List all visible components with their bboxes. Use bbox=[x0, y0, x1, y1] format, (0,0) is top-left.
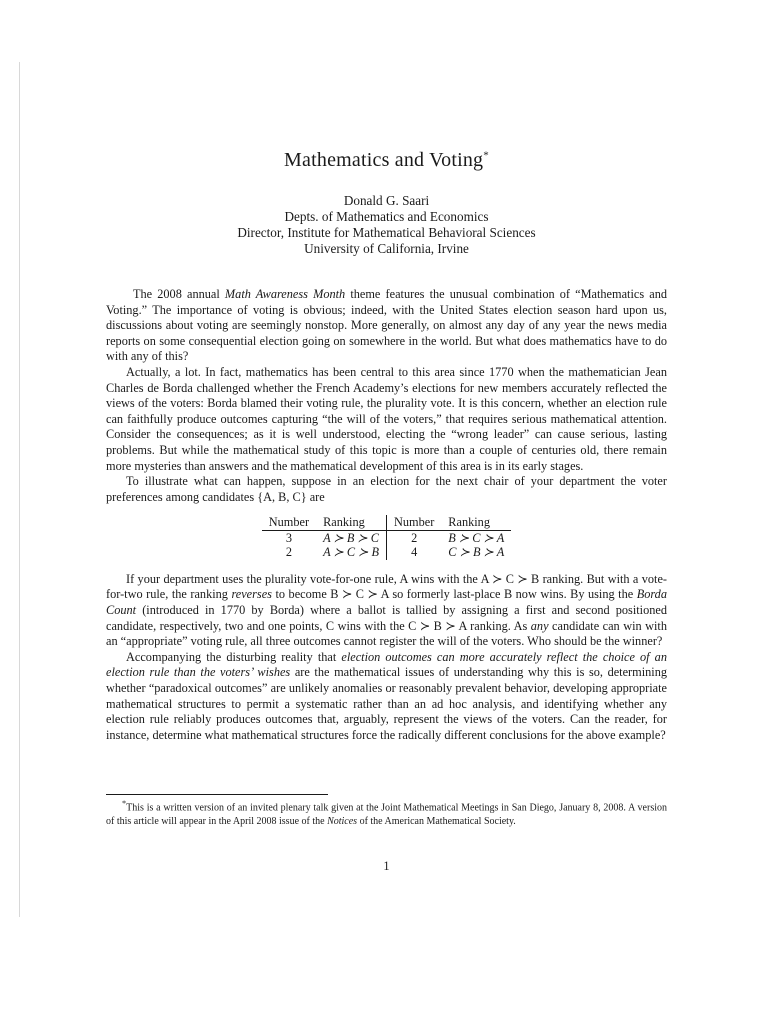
title-footnote-mark: * bbox=[483, 149, 489, 162]
preference-table-wrapper bbox=[106, 515, 667, 560]
paragraph-example-intro: To illustrate what can happen, suppose in an election for the next chair of your department the voter preferences among candidates {A, B, C} are bbox=[106, 474, 667, 504]
page-number: 1 bbox=[383, 859, 390, 873]
table-cell: 2 bbox=[411, 530, 418, 545]
header-ranking-right: Ranking bbox=[441, 515, 511, 530]
table-row bbox=[262, 545, 511, 560]
table-cell: C ≻ B ≻ A bbox=[448, 545, 505, 560]
footnote-mark: * bbox=[122, 799, 127, 808]
affiliation-institute: Director, Institute for Mathematical Behavioral Sciences bbox=[237, 225, 536, 240]
body-text bbox=[106, 287, 667, 743]
affiliation-departments: Depts. of Mathematics and Economics bbox=[284, 209, 489, 224]
table-header-row bbox=[262, 515, 511, 530]
affiliation-university: University of California, Irvine bbox=[304, 241, 469, 256]
margin-line bbox=[19, 62, 20, 917]
author-name: Donald G. Saari bbox=[343, 193, 430, 208]
table-cell: 3 bbox=[285, 530, 292, 545]
preference-table bbox=[262, 515, 511, 560]
table-cell: B ≻ C ≻ A bbox=[448, 530, 505, 545]
header-ranking-left: Ranking bbox=[316, 515, 386, 530]
paragraph-history: Actually, a lot. In fact, mathematics has been central to this area since 1770 when the mathematician Jean Charles de Borda challenged whether the French Academy’s elections for new members accurately reflected the views of the voters: Borda blamed their voting rule, the plurality vote. It is this concern, whether an election rule can faithfully produce outcomes capturing “the will of the voters,” that requires serious mathematical attention. Consider the consequences; as it is well understood, electing the “wrong leader” can cause serious, lasting problems. But while the mathematical study of this topic is more than a couple of centuries old, there remain more mysteries than answers and the mathematical development of this area is in its early stages. bbox=[106, 364, 667, 473]
table-row bbox=[262, 530, 511, 545]
table-cell: A ≻ B ≻ C bbox=[316, 530, 386, 545]
paragraph-voting-rules: If your department uses the plurality vote-for-one rule, A wins with the A ≻ C ≻ B ranking. But with a vote-for-two rule, the ranking reverses to become B ≻ C ≻ A so formerly last-place B now wins. By using the Borda Count (introduced in 1770 by Borda) where a ballot is tallied by assigning a first and second positioned candidate, respectively, two and one points, C wins with the C ≻ B ≻ A ranking. As any candidate can win with an “appropriate” voting rule, all three outcomes cannot register the will of the voters. Who should be the winner? bbox=[106, 571, 667, 649]
table-cell: A ≻ C ≻ B bbox=[316, 545, 386, 560]
paper-title: Mathematics and Voting* bbox=[284, 149, 489, 171]
table-cell: 2 bbox=[285, 545, 292, 560]
author-block bbox=[106, 193, 667, 257]
paragraph-issues: Accompanying the disturbing reality that election outcomes can more accurately reflect the choice of an election rule than the voters’ wishes are the mathematical issues of understanding why this is so, determining whether “paradoxical outcomes” are unlikely anomalies or reasonably prevalent behavior, developing appropriate mathematical structures to permit a systematic rather than an ad hoc analysis, and identifying whether any election rule reliably produces outcomes that, arguably, represent the views of the voters. Can the reader, for instance, determine what mathematical structures force the radically different conclusions for the above example? bbox=[106, 649, 667, 742]
table-cell: 4 bbox=[411, 545, 418, 560]
paragraph-intro: The 2008 annual Math Awareness Month theme features the unusual combination of “Mathematics and Voting.” The importance of voting is obvious; indeed, with the United States election season hard upon us, discussions about voting are seemingly nonstop. More generally, on almost any day of any year the news media reports on some consequential election going on somewhere in the world. But what does mathematics have to do with any of this? bbox=[106, 287, 668, 364]
header-number-left: Number bbox=[262, 515, 316, 530]
header-number-right: Number bbox=[387, 515, 442, 530]
footnote: *This is a written version of an invited plenary talk given at the Joint Mathematical Meetings in San Diego, January 8, 2008. A version of this article will appear in the April 2008 issue of the Notices of the American Mathematical Society. bbox=[106, 799, 667, 827]
footnote-rule bbox=[106, 794, 328, 795]
